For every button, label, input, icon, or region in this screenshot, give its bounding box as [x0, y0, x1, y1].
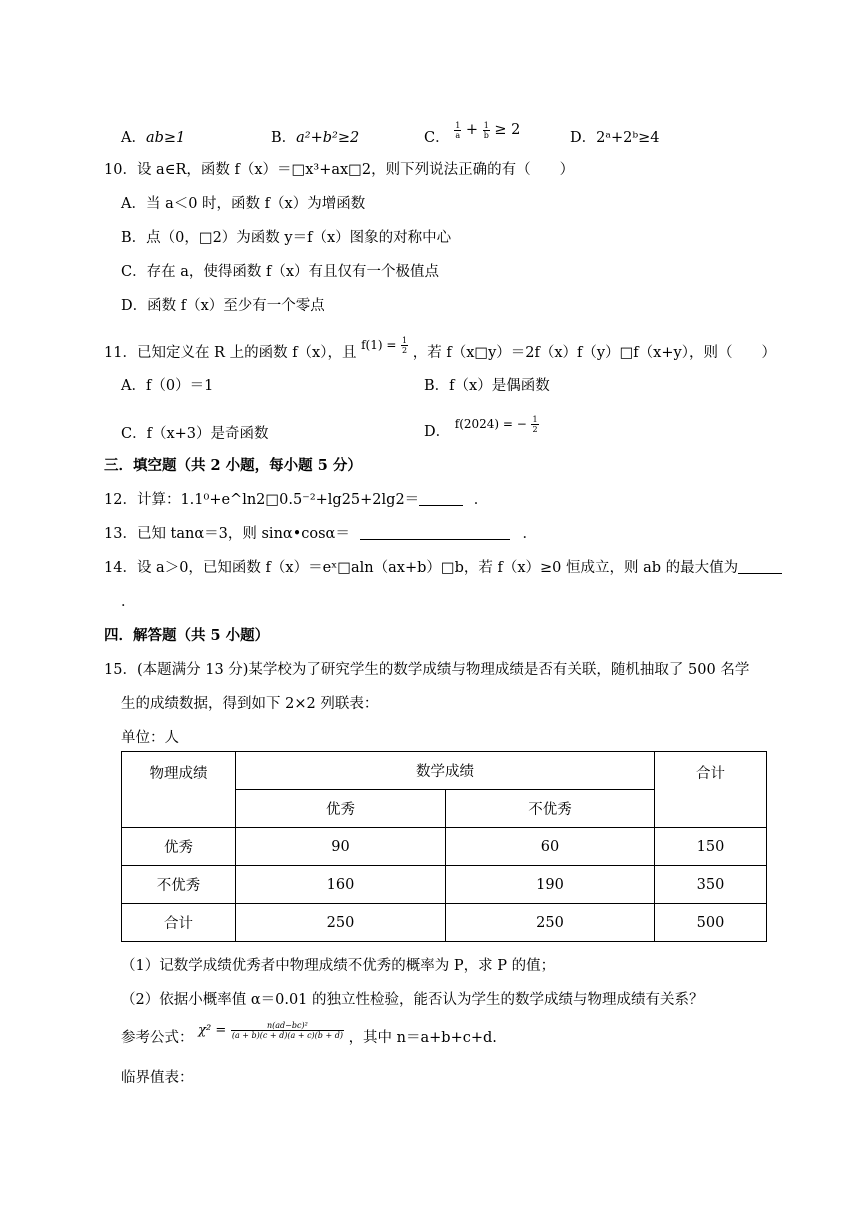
cell: 150 — [655, 828, 767, 866]
q11-option-d: D． f(2024) = − $\frac{1}{2}$ — [424, 414, 538, 440]
q11-option-a: A．f（0）＝1 — [121, 378, 214, 394]
q11-option-b: B．f（x）是偶函数 — [424, 378, 550, 394]
row-label: 优秀 — [122, 828, 236, 866]
q10-option-c: C．存在 a，使得函数 f（x）有且仅有一个极值点 — [121, 264, 439, 280]
q10-stem: 10．设 a∈R，函数 f（x）＝□x³+ax□2，则下列说法正确的有（ ） — [104, 162, 575, 178]
q11-option-c: C．f（x+3）是奇函数 — [121, 426, 269, 442]
subheader-good: 优秀 — [236, 790, 446, 828]
table-row — [122, 904, 767, 942]
q9-option-c: C． $\frac{1}{a}$ + $\frac{1}{b}$ ≥ 2 — [424, 120, 521, 146]
q15-line1: 15．(本题满分 13 分)某学校为了研究学生的数学成绩与物理成绩是否有关联，随机抽取了 500 名学 — [104, 662, 750, 678]
header-math: 数学成绩 — [236, 752, 655, 790]
table-row — [122, 828, 767, 866]
row-label: 合计 — [122, 904, 236, 942]
q10-option-a: A．当 a＜0 时，函数 f（x）为增函数 — [121, 196, 366, 212]
cell: 250 — [236, 904, 446, 942]
q13: 13．已知 tanα＝3，则 sinα•cosα＝ ． — [104, 526, 537, 542]
q15-part1: （1）记数学成绩优秀者中物理成绩不优秀的概率为 P，求 P 的值； — [121, 958, 556, 974]
q10-option-b: B．点（0，□2）为函数 y＝f（x）图象的对称中心 — [121, 230, 452, 246]
cell: 250 — [446, 904, 655, 942]
table-row — [122, 866, 767, 904]
q11-stem: 11．已知定义在 R 上的函数 f（x），且 f(1) = $\frac{1}{2}$ ，若 f（x□y）＝2f（x）f（y）□f（x+y），则（ ） — [104, 335, 776, 361]
header-physics: 物理成绩 — [122, 752, 236, 828]
cell: 160 — [236, 866, 446, 904]
q15-critical-label: 临界值表： — [121, 1070, 194, 1086]
q14: 14．设 a＞0，已知函数 f（x）＝eˣ□aln（ax+b）□b，若 f（x）≥0 恒成立，则 ab 的最大值为 — [104, 556, 782, 577]
q9-option-b: B．a²+b²≥2 — [271, 130, 360, 146]
contingency-table — [121, 751, 767, 942]
q12: 12．计算：1.1⁰+e^ln2□0.5⁻²+lg25+2lg2＝ ． — [104, 492, 489, 508]
row-label: 不优秀 — [122, 866, 236, 904]
q15-part2: （2）依据小概率值 α＝0.01 的独立性检验，能否认为学生的数学成绩与物理成绩有关系？ — [121, 992, 704, 1008]
subheader-notgood: 不优秀 — [446, 790, 655, 828]
q9-option-a: A．ab≥1 — [121, 130, 186, 146]
q15-line2: 生的成绩数据，得到如下 2×2 列联表： — [121, 696, 379, 712]
q15-unit: 单位：人 — [121, 730, 179, 746]
cell: 60 — [446, 828, 655, 866]
cell: 90 — [236, 828, 446, 866]
cell: 500 — [655, 904, 767, 942]
q14-tail: ． — [121, 594, 136, 610]
q15-formula: 参考公式： χ² = $\frac{\text{n(ad−bc)²}}{(a + b)(c + d)(a + c)(b + d)}$ ，其中 n＝a+b+c+d. — [121, 1020, 497, 1046]
header-total: 合计 — [655, 752, 767, 828]
cell: 350 — [655, 866, 767, 904]
section-3-heading: 三．填空题（共 2 小题，每小题 5 分） — [104, 457, 362, 474]
q9-option-d: D．2ᵃ+2ᵇ≥4 — [570, 130, 660, 146]
cell: 190 — [446, 866, 655, 904]
q10-option-d: D．函数 f（x）至少有一个零点 — [121, 298, 325, 314]
section-4-heading: 四．解答题（共 5 小题） — [104, 627, 270, 644]
